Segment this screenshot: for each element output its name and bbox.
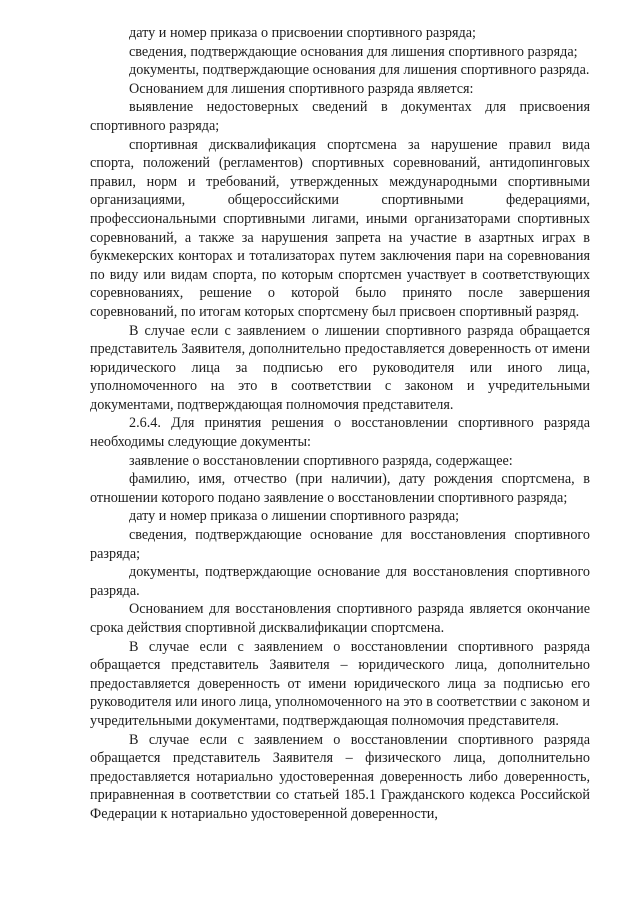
paragraph-12: сведения, подтверждающие основание для восстановления спортивного разряда; [90, 527, 590, 562]
paragraph-1: дату и номер приказа о присвоении спортивного разряда; [129, 25, 476, 41]
document-page [90, 24, 590, 824]
paragraph-5: выявление недостоверных сведений в документах для присвоения спортивного разряда; [90, 99, 590, 134]
paragraph-15: В случае если с заявлением о восстановлении спортивного разряда обращается представитель Заявителя – юридического лица, дополнительно предоставляется доверенность от имени юридического лица за подписью его руководителя или иного лица, уполномоченного на это в соответствии с законом и учредительными документами, подтверждающая полномочия представителя. [90, 638, 590, 729]
paragraph-16: В случае если с заявлением о восстановлении спортивного разряда обращается представитель Заявителя – физического лица, дополнительно предоставляется нотариально удостоверенная доверенность либо доверенность, приравненная в соответствии со статьей 185.1 Гражданского кодекса Российской Федерации к нотариально удостоверенной доверенности, [90, 731, 590, 822]
paragraph-4: Основанием для лишения спортивного разряда является: [129, 80, 474, 97]
paragraph-6: спортивная дисквалификация спортсмена за нарушение правил вида спорта, положений (регламентов) спортивных соревнований, антидопинговых правил, норм и требований, утвержденных международными спортивными организациями, общероссийскими спортивными федерациями, профессиональными спортивными лигами, иными организаторами спортивных соревнований, а также за нарушения запрета на участие в азартных играх в букмекерских конторах и тотализаторах путем заключения пари на соревнования по виду или видам спорта, по которым спортсмен участвует в соответствующих соревнованиях, решение о которой было принято после завершения соревнований, по итогам которых спортсмену был присвоен спортивный разряд. [90, 136, 590, 320]
paragraph-10: фамилию, имя, отчество (при наличии), дату рождения спортсмена, в отношении которого подано заявление о восстановлении спортивного разряда; [90, 471, 590, 506]
paragraph-13: документы, подтверждающие основание для восстановления спортивного разряда. [90, 564, 590, 599]
paragraph-8: 2.6.4. Для принятия решения о восстановлении спортивного разряда необходимы следующие документы: [90, 415, 590, 451]
paragraph-2: сведения, подтверждающие основания для лишения спортивного разряда; [129, 43, 578, 60]
paragraph-14: Основанием для восстановления спортивного разряда является окончание срока действия спортивной дисквалификации спортсмена. [90, 601, 590, 636]
paragraph-3: документы, подтверждающие основания для лишения спортивного разряда. [129, 62, 590, 79]
paragraph-9: заявление о восстановлении спортивного разряда, содержащее: [129, 452, 513, 469]
paragraph-7: В случае если с заявлением о лишении спортивного разряда обращается представитель Заявителя, дополнительно предоставляется доверенность от имени юридического лица за подписью его руководителя или иного лица, уполномоченного на это в соответствии с законом и учредительными документами, подтверждающая полномочия представителя. [90, 322, 590, 413]
paragraph-11: дату и номер приказа о лишении спортивного разряда; [129, 508, 460, 525]
